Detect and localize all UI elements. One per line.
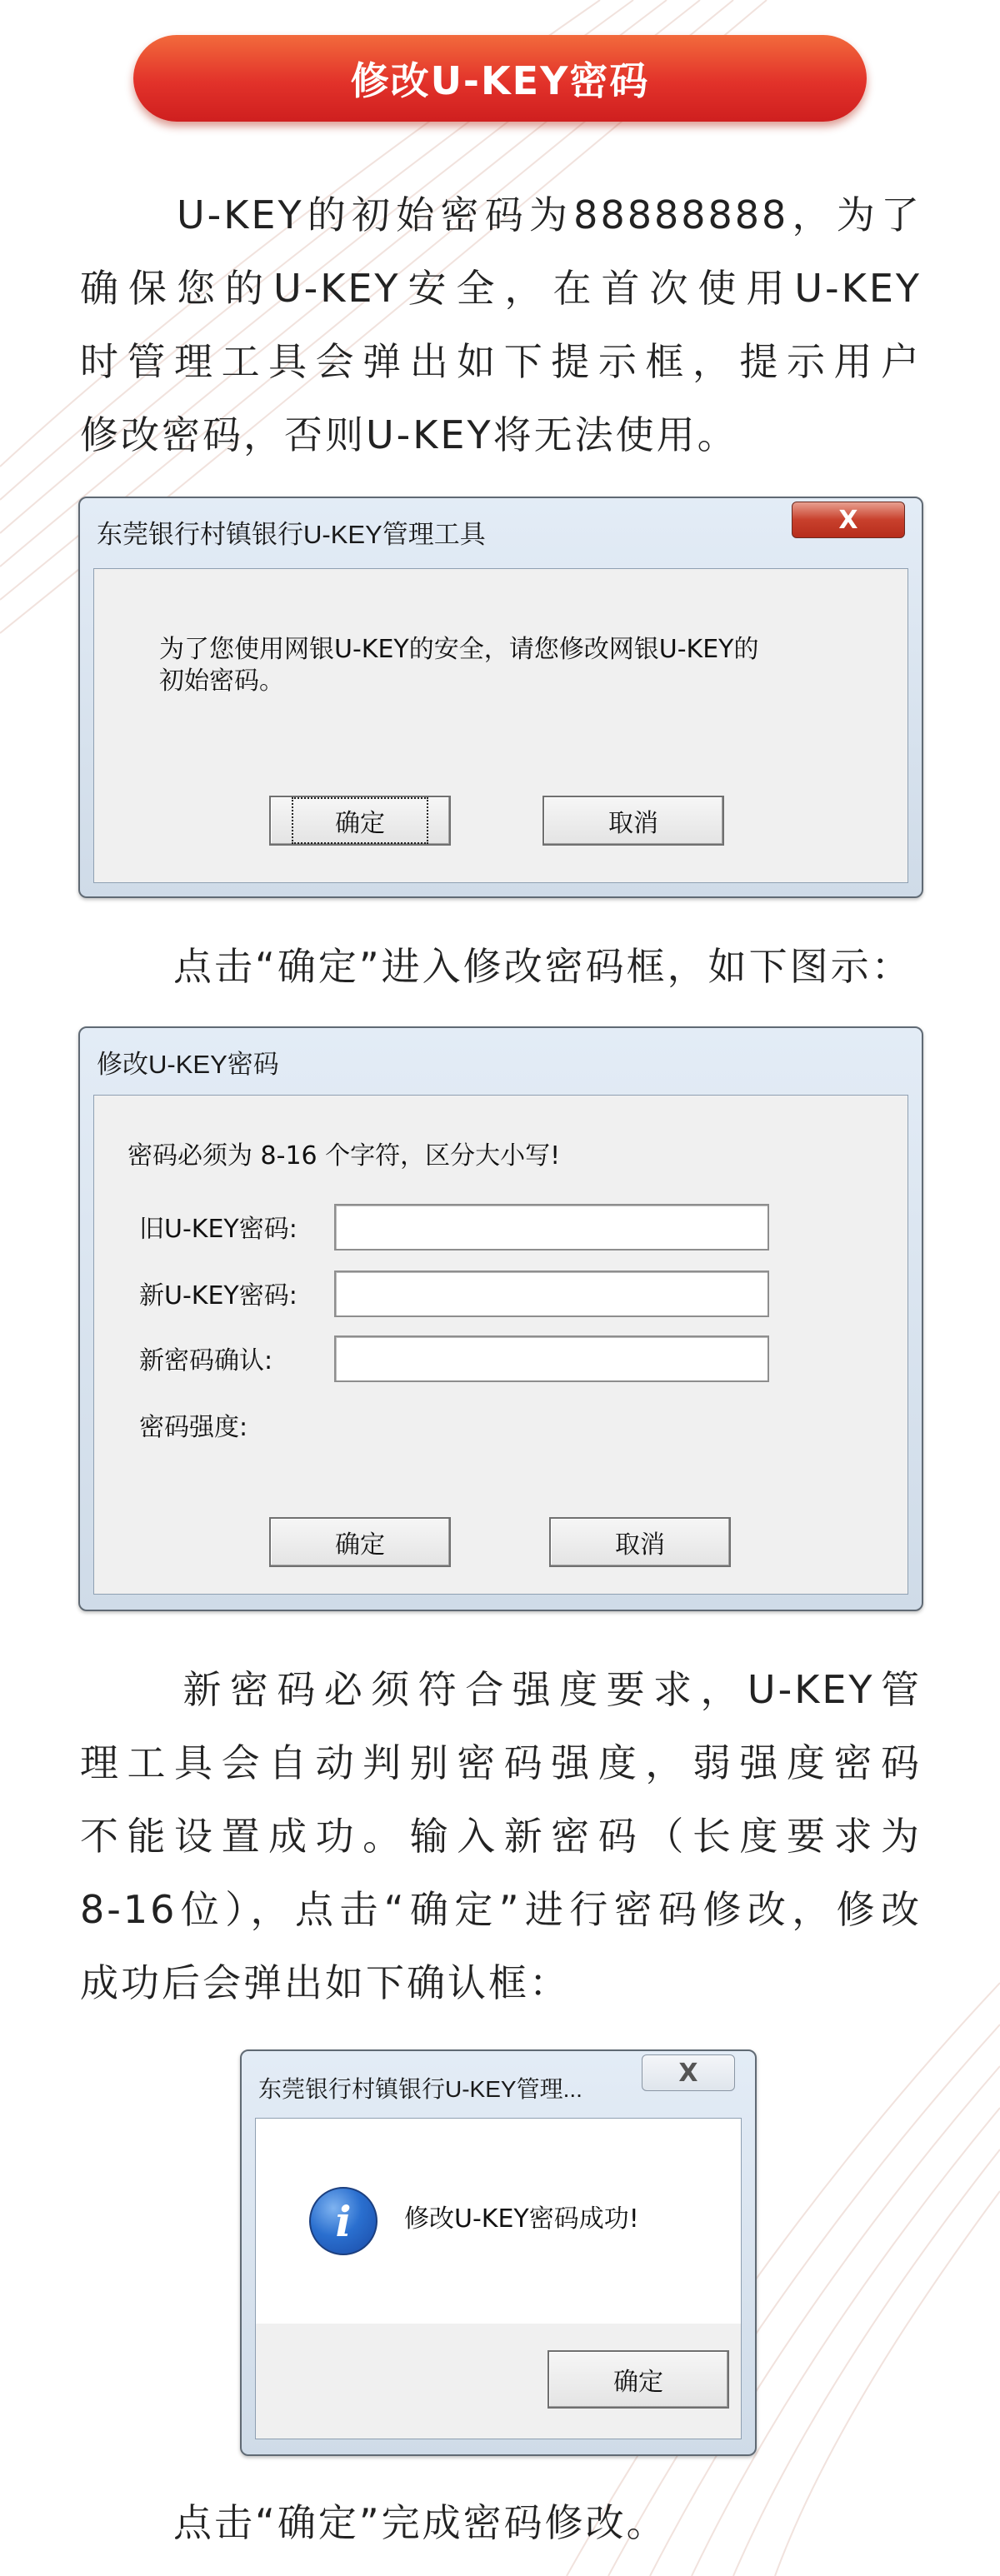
prompt-dialog-body [93,568,908,883]
prompt-message-line-1: 为了您使用网银U-KEY的安全，请您修改网银U-KEY的 [159,635,759,664]
section-title-banner [133,35,867,122]
success-ok-button[interactable]: 确定 [548,2350,729,2409]
success-dialog-title: 东莞银行村镇银行U-KEY管理... [258,2076,582,2102]
desc-line-1: 新密码必须符合强度要求，U-KEY管 [177,1667,922,1712]
confirm-password-label: 新密码确认: [139,1346,273,1375]
intro-line-1: U-KEY的初始密码为88888888，为了 [177,192,922,237]
desc-line-4: 8-16位），点击“确定”进行密码修改，修改 [80,1887,922,1932]
change-password-dialog-body [93,1095,908,1595]
success-dialog [240,2049,757,2456]
prompt-dialog [78,497,923,898]
success-message: 修改U-KEY密码成功! [404,2204,639,2234]
intro-line-4: 修改密码，否则U-KEY将无法使用。 [80,412,738,457]
password-hint: 密码必须为 8-16 个字符，区分大小写! [128,1141,561,1171]
change-password-dialog [78,1026,923,1611]
desc-line-2: 理工具会自动判别密码强度，弱强度密码 [80,1740,922,1785]
final-text: 点击“确定”完成密码修改。 [173,2500,668,2545]
section-title: 修改U-KEY密码 [350,58,650,103]
new-password-label: 新U-KEY密码: [139,1281,298,1310]
confirm-password-input[interactable] [334,1335,769,1382]
info-icon: i [309,2187,378,2255]
new-password-input[interactable] [334,1271,769,1317]
intro-line-2: 确保您的U-KEY安全，在首次使用U-KEY [80,266,922,311]
step2-text: 点击“确定”进入修改密码框，如下图示： [173,944,912,989]
old-password-input[interactable] [334,1204,769,1251]
prompt-cancel-button[interactable]: 取消 [542,796,724,846]
desc-line-3: 不能设置成功。输入新密码（长度要求为 [80,1814,922,1859]
change-ok-button[interactable]: 确定 [269,1517,451,1567]
prompt-ok-button[interactable]: 确定 [269,796,451,846]
change-cancel-button[interactable]: 取消 [549,1517,731,1567]
close-icon[interactable]: X [642,2054,735,2091]
success-dialog-body [255,2118,742,2439]
intro-paragraph [80,178,922,472]
description-paragraph [80,1653,922,2019]
password-strength-label: 密码强度: [139,1413,248,1442]
intro-line-3: 时管理工具会弹出如下提示框，提示用户 [80,339,922,384]
close-icon[interactable]: X [792,502,905,538]
prompt-message-line-2: 初始密码。 [159,666,284,696]
old-password-label: 旧U-KEY密码: [139,1215,298,1244]
prompt-dialog-title: 东莞银行村镇银行U-KEY管理工具 [97,520,486,549]
desc-line-5: 成功后会弹出如下确认框： [80,1960,570,2005]
change-password-dialog-title: 修改U-KEY密码 [97,1050,279,1079]
